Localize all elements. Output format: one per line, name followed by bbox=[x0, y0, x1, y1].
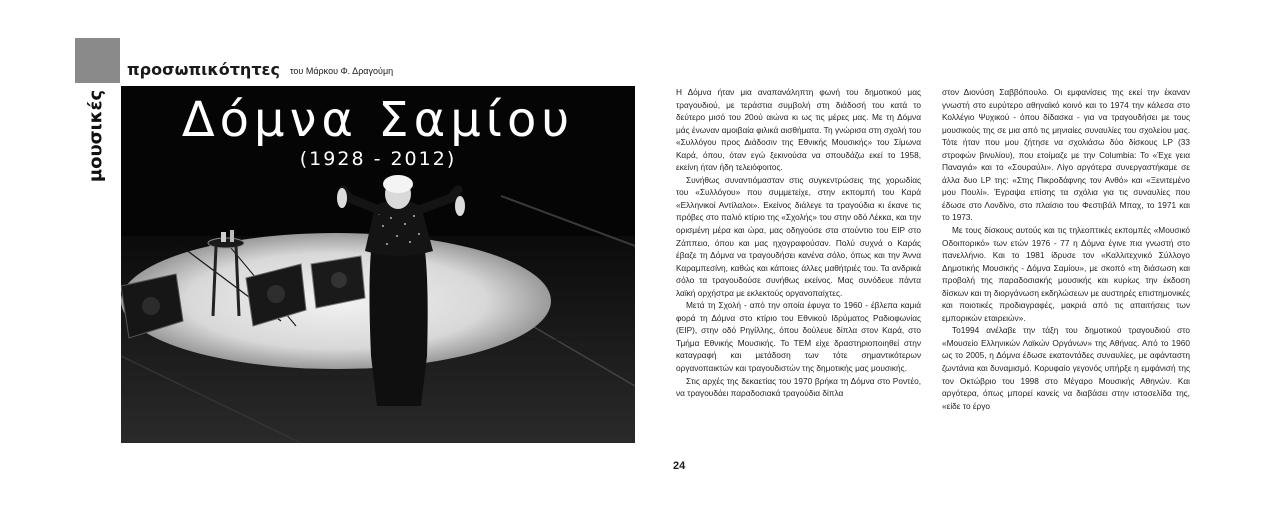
feature-photo bbox=[121, 86, 635, 443]
article-column-1 bbox=[676, 86, 921, 400]
article-column-2 bbox=[942, 86, 1190, 412]
section-label: μουσικές bbox=[85, 89, 107, 183]
paragraph: Το1994 ανέλαβε την τάξη του δημοτικού τραγουδιού στο «Μουσείο Ελληνικών Λαϊκών Οργάνων» της Αθήνας. Από το 1960 ως το 2005, η Δόμνα έδωσε εκατοντάδες συναυλίες, με αφάνταστη ζωντάνια και δυναμισμό. Κορυφαίο γεγονός υπήρξε η εμφάνισή της τον Οκτώβριο του 1998 στο Μέγαρο Μουσικής Αθηνών. Και αργότερα, όπως μπορεί κανείς να διαβάσει στην ιστοσελίδα της, «είδε το έργο bbox=[942, 325, 1190, 411]
paragraph: στον Διονύση Σαββόπουλο. Οι εμφανίσεις της εκεί την έκαναν γνωστή στο ευρύτερο αθηναϊκό κοινό και το 1974 την κάλεσα στο Κολλέγιο Ψυχικού - όπου δίδασκα - για να τραγουδήσει με τους μουσικούς της σε μια από τις μηνιαίες συναυλίες του σχολείου μας. Τότε ήταν που μου ζήτησε να σχολιάσω δύο δίσκους LP (33 στροφών βινυλίου), που ετοίμαζε με την Columbia: Το «Έχε γεια Παναγιά» και το «Σουραύλι». Λίγο αργότερα συνεργαστήκαμε σε άλλα δυο LP της: «Στης Πικροδάφνης τον Ανθό» και «Ξενιτεμένο μου Πουλί». Έγραψα επίσης τα σχόλια για τις συναυλίες που έδωσε στο Λονδίνο, στο πλαίσιο του Φεστιβάλ Μπαχ, το 1971 και το 1973. bbox=[942, 87, 1190, 223]
paragraph: Μετά τη Σχολή - από την οποία έφυγα το 1960 - έβλεπα καμιά φορά τη Δόμνα στο κτίριο του Εθνικού Ιδρύματος Ραδιοφωνίας (ΕΙΡ), στην οδό Ρηγίλλης, όπου δούλευε δίπλα στον Καρά, στο Τμήμα Εθνικής Μουσικής. Το ΤΕΜ είχε δραστηριοποιηθεί στην καταγραφή και μετάδοση των τότε σημαντικότερων οργανοπαικτών και τραγουδιστών της δημοτικής μας μουσικής. bbox=[676, 300, 921, 374]
photo-years: (1928 - 2012) bbox=[299, 148, 457, 170]
paragraph: Με τους δίσκους αυτούς και τις τηλεοπτικές εκπομπές «Μουσικό Οδοιπορικό» των ετών 1976 - 77 η Δόμνα έγινε πια γνωστή στο πανελλήνιο. Και το 1981 ίδρυσε τον «Καλλιτεχνικό Σύλλογο Δημοτικής Μουσικής - Δόμνα Σαμίου», με σκοπό «τη διάσωση και προβολή της παραδοσιακής μουσικής και κυρίως την έκδοση δίσκων και τη διοργάνωση εκδηλώσεων με αυστηρές επιστημονικές και ποιοτικές προδιαγραφές, μακριά από τις απαιτήσεις των εμπορικών εταιρειών». bbox=[942, 225, 1190, 323]
page-title: προσωπικότητες bbox=[127, 60, 280, 79]
author-byline: του Μάρκου Φ. Δραγούμη bbox=[290, 66, 394, 76]
paragraph: Η Δόμνα ήταν μια αναπανάληπτη φωνή του δημοτικού μας τραγουδιού, με τεράστια συμβολή στη διάδοσή του κατά το δεύτερο μισό του 20ού αιώνα κι ως τις μέρες μας. Με τη Δόμνα μάς ένωναν αμοιβαία φιλικά αισθήματα. Τη γνώρισα στη σχολή του «Συλλόγου προς Διάδοσιν της Εθνικής Μουσικής» του Σίμωνα Καρά, όπου, όταν εγώ ξεκινούσα να σπουδάζω εκεί το 1958, εκείνη ήταν ήδη τελειόφοιτος. bbox=[676, 87, 921, 173]
page-number: 24 bbox=[673, 460, 686, 472]
paragraph: Συνήθως συναντιόμασταν στις συγκεντρώσεις της χορωδίας του «Συλλόγου» που συμμετείχε, στην εκπομπή του Καρά «Ελληνικοί Αντίλαλοι». Εκείνος διάλεγε τα τραγούδια κι έκανε τις πρόβες στο παλιό κτίριο της «Σχολής» του στην οδό Λέκκα, και την ορισμένη μέρα και ώρα, μας οδηγούσε στα στούντιο του ΕΙΡ στο Ζάππειο, όπου και μας ηχογραφούσαν. Πολύ συχνά ο Καράς έβαζε τη Δόμνα να τραγουδήσει κανένα σόλο, όπως και την Άννα Καραμπεσίνη, καθώς και κάποιες άλλες μαθήτριές του. Τα ανδρικά σόλο τα τραγουδούσε συνήθως εκείνος. Μας συνόδευε πάντα λαϊκή ορχήστρα με εκλεκτούς οργανοπαίχτες. bbox=[676, 174, 921, 298]
section-marker-box bbox=[75, 38, 120, 83]
photo-title: Δόμνα Σαμίου bbox=[181, 92, 575, 148]
paragraph: Στις αρχές της δεκαετίας του 1970 βρήκα τη Δόμνα στο Ροντέο, να τραγουδάει παραδοσιακά τραγούδια δίπλα bbox=[676, 375, 921, 399]
